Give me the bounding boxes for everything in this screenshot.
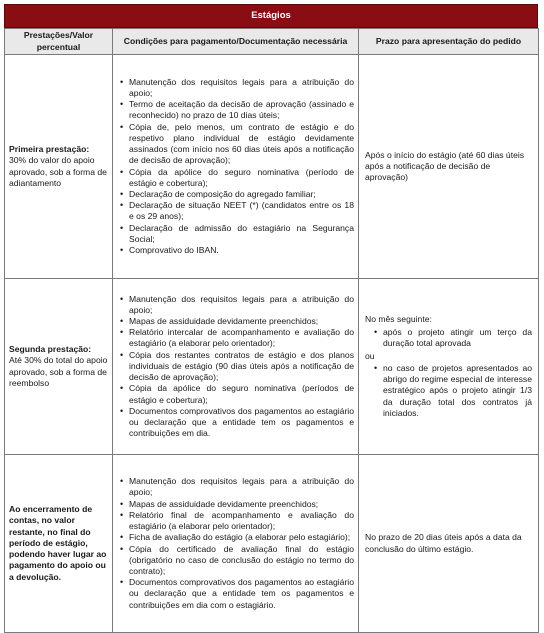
header-row — [5, 29, 539, 55]
list-item: • Mapas de assiduidade devidamente preenchidos; — [129, 316, 354, 327]
conditions-list — [115, 77, 354, 256]
list-item: • Manutenção dos requisitos legais para a atribuição do apoio; — [129, 77, 354, 99]
list-item: • Declaração de admissão do estagiário na Segurança Social; — [129, 223, 354, 245]
installment-desc: no valor restante, no final do período de estágio, podendo haver lugar ao pagamento do apoio ou a devolução. — [9, 515, 107, 582]
installment-lead: Ao encerramento de contas, — [9, 504, 93, 526]
list-item: • Cópia do certificado de avaliação final do estágio (obrigatório no caso de conclusão do estágio no termo do contrato); — [129, 544, 354, 578]
conditions-list — [115, 294, 354, 440]
list-item: • Cópia dos restantes contratos de estágio e dos planos individuais de estágio (90 dias úteis após a notificação de decisão de aprovação); — [129, 350, 354, 384]
table-row — [5, 55, 539, 279]
list-item: • Relatório intercalar de acompanhamento e avaliação do estagiário (a elaborar pelo orientador); — [129, 327, 354, 349]
list-item: • Declaração de composição do agregado familiar; — [129, 189, 354, 200]
deadline-text: Após o início do estágio (até 60 dias úteis após a notificação de decisão de aprovação) — [365, 149, 525, 183]
list-item: • no caso de projetos apresentados ao abrigo do regime especial de interesse estratégico após o projeto atingir 1/3 da duração total dos contratos já iniciados. — [383, 363, 532, 419]
header-deadline: Prazo para apresentação do pedido — [359, 29, 539, 55]
conditions-cell — [113, 55, 359, 279]
table-row — [5, 279, 539, 455]
list-item: • Documentos comprovativos dos pagamentos ao estagiário ou declaração que a entidade tem os pagamentos e contribuições em dia. — [129, 406, 354, 440]
list-item: • Manutenção dos requisitos legais para a atribuição do apoio; — [129, 476, 354, 498]
list-item: • Cópia de, pelo menos, um contrato de estágio e do respetivo plano individual de estágio devidamente assinados (com início nos 60 dias úteis após a notificação de decisão de aprovação); — [129, 122, 354, 167]
conditions-list — [115, 476, 354, 610]
header-conditions: Condições para pagamento/Documentação necessária — [113, 29, 359, 55]
list-item: • Declaração de situação NEET (*) (candidatos entre os 18 e os 29 anos); — [129, 200, 354, 222]
deadline-cell — [359, 55, 539, 279]
installment-desc: Até 30% do total do apoio aprovado, sob a forma de reembolso — [9, 355, 108, 388]
deadline-cell — [359, 455, 539, 633]
deadline-cell — [359, 279, 539, 455]
stages-table-container — [4, 4, 538, 633]
list-item: • Documentos comprovativos dos pagamentos ao estagiário ou declaração que a entidade tem os pagamentos e contribuições em dia com o estagiário. — [129, 577, 354, 611]
list-item: • Manutenção dos requisitos legais para a atribuição do apoio; — [129, 294, 354, 316]
list-item: • Mapas de assiduidade devidamente preenchidos; — [129, 499, 354, 510]
deadline-intro: No mês seguinte: — [365, 314, 432, 325]
installment-lead: Primeira prestação: — [9, 144, 90, 155]
installment-cell — [5, 279, 113, 455]
list-item: • Comprovativo do IBAN. — [129, 245, 354, 256]
list-item: • Termo de aceitação da decisão de aprovação (assinado e reconhecido) no prazo de 10 dias úteis; — [129, 99, 354, 121]
installment-cell — [5, 455, 113, 633]
list-item: • Relatório final de acompanhamento e avaliação do estagiário (a elaborar pelo orientador); — [129, 510, 354, 532]
conditions-cell — [113, 455, 359, 633]
list-item: • Cópia da apólice do seguro nominativa (período de estágio e cobertura); — [129, 167, 354, 189]
installment-desc: 30% do valor do apoio aprovado, sob a forma de adiantamento — [9, 155, 107, 188]
table-title: Estágios — [4, 4, 538, 28]
deadline-list — [365, 327, 532, 349]
deadline-text: No prazo de 20 dias úteis após a data da conclusão do último estágio. — [365, 532, 522, 554]
conditions-cell — [113, 279, 359, 455]
installment-cell — [5, 55, 113, 279]
table-row — [5, 455, 539, 633]
list-item: • Ficha de avaliação do estágio (a elaborar pelo estagiário); — [129, 532, 354, 543]
installment-lead: Segunda prestação: — [9, 344, 92, 355]
list-item: • após o projeto atingir um terço da duração total aprovada — [383, 327, 532, 349]
deadline-or: ou — [365, 350, 375, 361]
header-installments: Prestações/Valor percentual — [5, 29, 113, 55]
deadline-list — [365, 363, 532, 419]
list-item: • Cópia da apólice do seguro nominativa (períodos de estágio e cobertura); — [129, 383, 354, 405]
payment-table — [4, 28, 539, 633]
